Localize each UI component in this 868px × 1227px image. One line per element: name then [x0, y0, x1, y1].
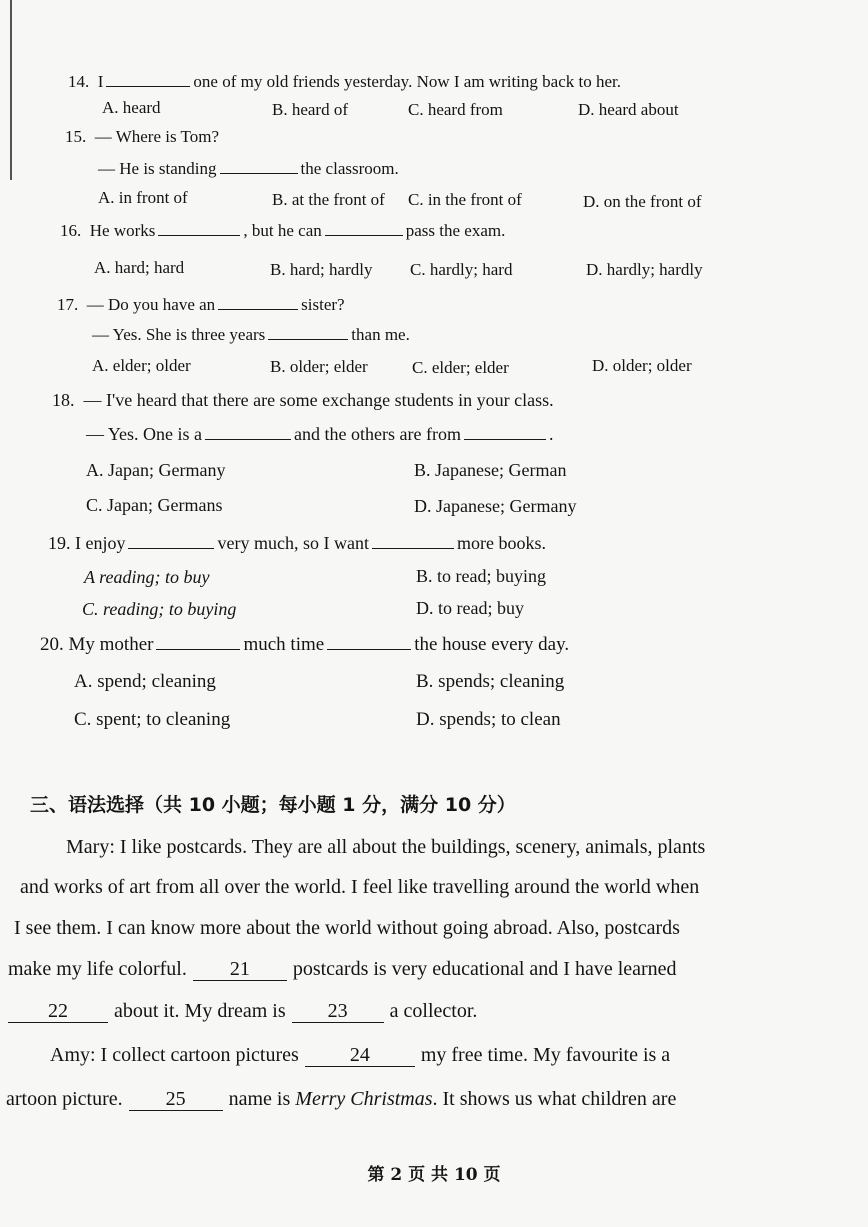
q16-option-d[interactable]: D. hardly; hardly	[586, 260, 703, 279]
q17-option-d[interactable]: D. older; older	[592, 356, 692, 375]
q17-option-a[interactable]: A. elder; older	[92, 356, 191, 375]
q19-stem: 19. I enjoy very much, so I want more books.	[48, 533, 546, 553]
blank-22[interactable]: 22	[8, 1000, 108, 1023]
page-footer: 第 2 页 共 10 页	[367, 1165, 501, 1185]
q14-stem: 14. I one of my old friends yesterday. Now I am writing back to her.	[68, 72, 621, 91]
q20-option-b[interactable]: B. spends; cleaning	[416, 671, 565, 692]
q16-option-c[interactable]: C. hardly; hard	[410, 260, 513, 279]
passage-line-3: I see them. I can know more about the world without going abroad. Also, postcards	[14, 917, 680, 939]
q14-option-c[interactable]: C. heard from	[408, 100, 503, 119]
margin-line	[10, 0, 12, 180]
q15-option-a[interactable]: A. in front of	[98, 188, 188, 207]
q17-line2: — Yes. She is three years than me.	[92, 325, 410, 344]
passage-line-1: Mary: I like postcards. They are all about the buildings, scenery, animals, plants	[66, 836, 706, 858]
passage-line-4: make my life colorful. 21 postcards is very educational and I have learned	[8, 958, 677, 980]
passage-line-2: and works of art from all over the world. I feel like travelling around the world when	[20, 876, 700, 898]
q19-blank-2[interactable]	[372, 532, 454, 549]
q19-option-b[interactable]: B. to read; buying	[416, 566, 546, 586]
blank-24[interactable]: 24	[305, 1044, 415, 1067]
q17-blank-2[interactable]	[268, 323, 348, 340]
q16-option-b[interactable]: B. hard; hardly	[270, 260, 373, 279]
q17-line1: 17. — Do you have an sister?	[57, 295, 345, 314]
q19-option-a[interactable]: A reading; to buy	[84, 567, 210, 587]
q15-blank[interactable]	[220, 157, 298, 174]
passage-line-7: artoon picture. 25 name is Merry Christmas. It shows us what children are	[6, 1088, 677, 1110]
q20-stem: 20. My mother much time the house every day.	[40, 634, 570, 655]
q14-option-d[interactable]: D. heard about	[578, 100, 679, 119]
q20-blank-1[interactable]	[156, 633, 240, 650]
q18-option-a[interactable]: A. Japan; Germany	[86, 460, 226, 480]
blank-21[interactable]: 21	[193, 958, 287, 981]
q17-option-c[interactable]: C. elder; elder	[412, 358, 509, 377]
q19-blank-1[interactable]	[128, 532, 214, 549]
q16-blank-1[interactable]	[158, 219, 240, 236]
q20-option-a[interactable]: A. spend; cleaning	[74, 671, 216, 692]
q14-option-a[interactable]: A. heard	[102, 98, 161, 117]
q18-option-c[interactable]: C. Japan; Germans	[86, 495, 223, 515]
q15-option-b[interactable]: B. at the front of	[272, 190, 385, 209]
q18-blank-2[interactable]	[464, 423, 546, 440]
passage-line-6: Amy: I collect cartoon pictures 24 my free time. My favourite is a	[50, 1044, 671, 1066]
q18-option-d[interactable]: D. Japanese; Germany	[414, 496, 577, 516]
section-heading: 三、语法选择（共 10 小题；每小题 1 分，满分 10 分）	[30, 794, 516, 816]
q17-blank-1[interactable]	[218, 293, 298, 310]
q17-option-b[interactable]: B. older; elder	[270, 357, 368, 376]
q20-option-d[interactable]: D. spends; to clean	[416, 709, 561, 730]
blank-23[interactable]: 23	[292, 1000, 384, 1023]
q16-blank-2[interactable]	[325, 219, 403, 236]
q15-option-d[interactable]: D. on the front of	[583, 192, 702, 211]
q16-stem: 16. He works , but he can pass the exam.	[60, 221, 506, 240]
q15-line1: 15. — Where is Tom?	[65, 127, 219, 146]
q20-option-c[interactable]: C. spent; to cleaning	[74, 709, 231, 730]
q18-line2: — Yes. One is a and the others are from .	[86, 424, 554, 444]
q14-option-b[interactable]: B. heard of	[272, 100, 349, 119]
q18-option-b[interactable]: B. Japanese; German	[414, 460, 567, 480]
q18-blank-1[interactable]	[205, 423, 291, 440]
q15-option-c[interactable]: C. in the front of	[408, 190, 522, 209]
q20-blank-2[interactable]	[327, 633, 411, 650]
q18-line1: 18. — I've heard that there are some exchange students in your class.	[52, 390, 554, 410]
q15-line2: — He is standing the classroom.	[98, 159, 399, 178]
q19-option-c[interactable]: C. reading; to buying	[82, 599, 237, 619]
q14-blank[interactable]	[106, 70, 190, 87]
blank-25[interactable]: 25	[129, 1088, 223, 1111]
q19-option-d[interactable]: D. to read; buy	[416, 598, 524, 618]
passage-line-5: 22 about it. My dream is 23 a collector.	[8, 998, 477, 1024]
q16-option-a[interactable]: A. hard; hard	[94, 258, 185, 277]
